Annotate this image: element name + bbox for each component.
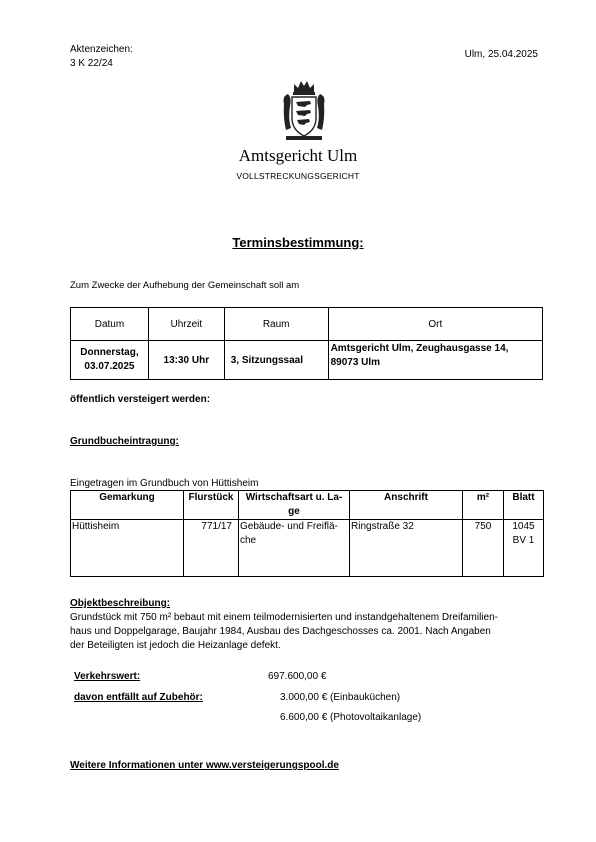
zubehoer-value-1: 3.000,00 € (Einbauküchen): [280, 692, 401, 703]
col-datum: Datum: [71, 308, 149, 341]
wirtschaftsart-header-line2: ge: [288, 506, 300, 517]
court-name: Amtsgericht Ulm: [238, 146, 358, 165]
objekt-line3: der Beteiligten ist jedoch die Heizanlage defekt.: [70, 640, 281, 651]
grundbuch-table: [70, 490, 544, 577]
versteigert-text: öffentlich versteigert werden:: [70, 394, 211, 405]
intro-text: Zum Zwecke der Aufhebung der Gemeinschaft soll am: [70, 280, 300, 291]
datum-line2: 03.07.2025: [84, 361, 135, 372]
baden-wuerttemberg-coat-of-arms-icon: [280, 78, 328, 142]
col-wirtschaftsart: [239, 491, 350, 520]
verkehrswert-label: Verkehrswert:: [74, 671, 141, 682]
objekt-heading: Objektbeschreibung:: [70, 598, 171, 609]
objekt-description: [70, 611, 542, 653]
cell-wirtschaftsart: [239, 520, 350, 577]
termin-table: [70, 307, 543, 380]
grundbuch-intro: Eingetragen im Grundbuch von Hüttisheim: [70, 478, 259, 489]
grundbuch-row: [71, 520, 544, 577]
cell-gemarkung: Hüttisheim: [71, 520, 184, 577]
cell-ort: [328, 341, 542, 380]
col-uhrzeit: Uhrzeit: [148, 308, 224, 341]
col-raum: Raum: [224, 308, 328, 341]
cell-qm: 750: [463, 520, 504, 577]
verkehrswert-value: 697.600,00 €: [268, 671, 327, 682]
page-title: Terminsbestimmung:: [232, 235, 364, 250]
ort-datum: Ulm, 25.04.2025: [464, 49, 538, 60]
cell-blatt: [504, 520, 544, 577]
aktenzeichen-label: Aktenzeichen:: [70, 44, 133, 55]
termin-header-row: [71, 308, 543, 341]
objekt-line1: Grundstück mit 750 m² bebaut mit einem teilmodernisierten und instandgehaltenem Dreifamilien-: [70, 612, 498, 623]
blatt-line2: BV 1: [512, 535, 535, 546]
blatt-line1: 1045: [512, 521, 535, 532]
cell-flurstueck: 771/17: [184, 520, 239, 577]
cell-datum: [71, 341, 149, 380]
ort-line1: Amtsgericht Ulm, Zeughausgasse 14,: [330, 343, 509, 354]
wirtschaftsart-line2: che: [240, 535, 257, 546]
termin-row: [71, 341, 543, 380]
col-blatt: Blatt: [504, 491, 544, 520]
zubehoer-value-2: 6.600,00 € (Photovoltaikanlage): [280, 712, 422, 723]
col-ort: Ort: [328, 308, 542, 341]
weitere-informationen-link[interactable]: Weitere Informationen unter www.versteigerungspool.de: [70, 760, 339, 771]
grundbuch-header-row: [71, 491, 544, 520]
col-gemarkung: Gemarkung: [71, 491, 184, 520]
datum-line1: Donnerstag,: [80, 347, 139, 358]
wirtschaftsart-header-line1: Wirtschaftsart u. La-: [245, 492, 343, 503]
cell-raum: 3, Sitzungssaal: [224, 341, 328, 380]
aktenzeichen-block: [70, 43, 133, 71]
ort-line2: 89073 Ulm: [330, 357, 381, 368]
wirtschaftsart-line1: Gebäude- und Freiflä-: [240, 521, 338, 532]
court-subtitle: VOLLSTRECKUNGSGERICHT: [236, 171, 360, 181]
col-anschrift: Anschrift: [350, 491, 463, 520]
col-flurstueck: Flurstück: [184, 491, 239, 520]
grundbuch-heading: Grundbucheintragung:: [70, 436, 179, 447]
col-qm: m²: [463, 491, 504, 520]
zubehoer-label: davon entfällt auf Zubehör:: [74, 692, 203, 703]
cell-anschrift: Ringstraße 32: [350, 520, 463, 577]
cell-uhrzeit: 13:30 Uhr: [148, 341, 224, 380]
objekt-line2: haus und Doppelgarage, Baujahr 1984, Ausbau des Dachgeschosses ca. 2001. Nach Angaben: [70, 626, 491, 637]
aktenzeichen-value: 3 K 22/24: [70, 58, 113, 69]
